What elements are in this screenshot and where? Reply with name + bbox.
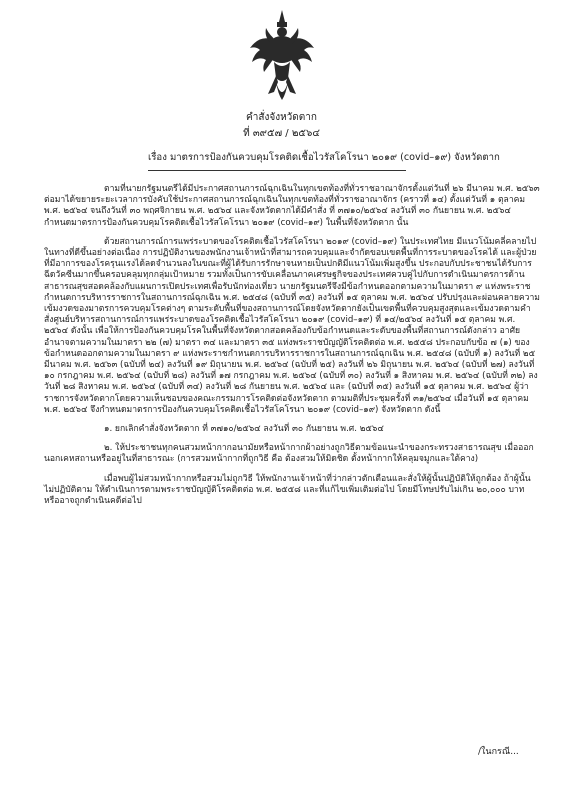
order-item-2-detail: เมื่อพบผู้ไม่สวมหน้ากากหรือสวมไม่ถูกวิธี ให้พนักงานเจ้าหน้าที่ว่ากล่าวตักเตือนและสั่งให้ผู้นั้นปฏิบัติให้ถูกต้อง ถ้าผู้นั้นไม่ปฏิบัติตาม ให้ดำเนินการตามพระราชบัญญัติโรคติดต่อ พ.ศ. ๒๕๕๘ และที่แก้ไขเพิ่มเติมต่อไป โดยมีโทษปรับไม่เกิน ๒๐,๐๐๐ บาท หรืออาจถูกดำเนินคดีต่อไป xyxy=(44,473,531,507)
order-item-2: ๒. ให้ประชาชนทุกคนสวมหน้ากากอนามัยหรือหน้ากากผ้าอย่างถูกวิธีตามข้อแนะนำของกระทรวงสาธารณสุข เมื่อออกนอกเคหสถานหรืออยู่ในที่สาธารณะ (การสวมหน้ากากที่ถูกวิธี คือ ต้องสวมให้มิดชิด ตั้งหน้ากากให้คลุมจมูกและใต้คาง) xyxy=(44,443,534,465)
subject-line xyxy=(148,152,500,164)
garuda-emblem-icon xyxy=(246,8,318,104)
order-item-1: ๑. ยกเลิกคำสั่งจังหวัดตาก ที่ ๓๗๑๐/๒๕๖๔ ลงวันที่ ๓๐ กันยายน พ.ศ. ๒๕๖๔ xyxy=(104,424,384,435)
subject-label: เรื่อง xyxy=(148,152,167,163)
document-number: ที่ ๓๙๕๗ / ๒๕๖๔ xyxy=(243,128,320,139)
document-title: คำสั่งจังหวัดตาก xyxy=(246,112,317,123)
subject-divider xyxy=(148,170,406,171)
paragraph-2: ด้วยสถานการณ์การแพร่ระบาดของโรคติดเชื้อไวรัสโคโรนา ๒๐๑๙ (covid–๑๙) ในประเทศไทย มีแนวโน้มคลี่คลายไปในทางที่ดีขึ้นอย่างต่อเนื่อง การปฏิบัติงานของพนักงานเจ้าหน้าที่สามารถควบคุมและจำกัดขอบเขตพื้นที่การระบาดของโรคได้ และผู้ป่วยที่มีอาการของโรครุนแรงได้ลดจำนวนลงในขณะที่ผู้ได้รับการรักษาจนหายเป็นปกติมีแนวโน้มเพิ่มสูงขึ้น ประกอบกับประชาชนได้รับการฉีดวัคซีนมากขึ้นครอบคลุมทุกกลุ่มเป้าหมาย รวมทั้งเป็นการขับเคลื่อนภาคเศรษฐกิจของประเทศควบคู่ไปกับการดำเนินมาตรการด้านสาธารณสุขสอดคล้องกับแผนการเปิดประเทศเพื่อรับนักท่องเที่ยว นายกรัฐมนตรีจึงมีข้อกำหนดออกตามความในมาตรา ๙ แห่งพระราชกำหนดการบริหารราชการในสถานการณ์ฉุกเฉิน พ.ศ. ๒๕๔๘ (ฉบับที่ ๓๕) ลงวันที่ ๑๕ ตุลาคม พ.ศ. ๒๕๖๔ ปรับปรุงและผ่อนคลายความเข้มงวดของมาตรการควบคุมโรคต่างๆ ตามระดับพื้นที่ของสถานการณ์โดยจังหวัดตากยังเป็นเขตพื้นที่ควบคุมสูงสุดและเข้มงวดตามคำสั่งศูนย์บริหารสถานการณ์การแพร่ระบาดของโรคติดเชื้อไวรัสโคโรนา ๒๐๑๙ (covid–๑๙) ที่ ๑๔/๒๕๖๔ ลงวันที่ ๑๕ ตุลาคม พ.ศ. ๒๕๖๔ ดังนั้น เพื่อให้การป้องกันควบคุมโรคในพื้นที่จังหวัดตากสอดคล้องกับข้อกำหนดและระดับของพื้นที่สถานการณ์ดังกล่าว อาศัยอำนาจตามความในมาตรา ๒๒ (๗) มาตรา ๓๔ และมาตรา ๓๕ แห่งพระราชบัญญัติโรคติดต่อ พ.ศ. ๒๕๕๘ ประกอบกับข้อ ๗ (๑) ของข้อกำหนดออกตามความในมาตรา ๙ แห่งพระราชกำหนดการบริหารราชการในสถานการณ์ฉุกเฉิน พ.ศ. ๒๕๔๘ (ฉบับที่ ๑) ลงวันที่ ๒๕ มีนาคม พ.ศ. ๒๕๖๓ (ฉบับที่ ๒๔) ลงวันที่ ๑๙ มิถุนายน พ.ศ. ๒๕๖๔ (ฉบับที่ ๒๕) ลงวันที่ ๒๖ มิถุนายน พ.ศ. ๒๕๖๔ (ฉบับที่ ๒๗) ลงวันที่ ๑๐ กรกฎาคม พ.ศ. ๒๕๖๔ (ฉบับที่ ๒๘) ลงวันที่ ๑๗ กรกฎาคม พ.ศ. ๒๕๖๔ (ฉบับที่ ๓๐) ลงวันที่ ๑ สิงหาคม พ.ศ. ๒๕๖๔ (ฉบับที่ ๓๒) ลงวันที่ ๒๘ สิงหาคม พ.ศ. ๒๕๖๔ (ฉบับที่ ๓๔) ลงวันที่ ๒๘ กันยายน พ.ศ. ๒๕๖๔ และ (ฉบับที่ ๓๕) ลงวันที่ ๑๕ ตุลาคม พ.ศ. ๒๕๖๔ ผู้ว่าราชการจังหวัดตากโดยความเห็นชอบของคณะกรรมการโรคติดต่อจังหวัดตาก ตามมติที่ประชุมครั้งที่ ๓๑/๒๕๖๔ เมื่อวันที่ ๑๕ ตุลาคม พ.ศ. ๒๕๖๔ จึงกำหนดมาตรการป้องกันควบคุมโรคติดเชื้อไวรัสโคโรนา ๒๐๑๙ (covid–๑๙) จังหวัดตาก ดังนี้ xyxy=(44,236,540,415)
paragraph-1: ตามที่นายกรัฐมนตรีได้มีประกาศสถานการณ์ฉุกเฉินในทุกเขตท้องที่ทั่วราชอาณาจักรตั้งแต่วันที่ ๒๖ มีนาคม พ.ศ. ๒๕๖๓ ต่อมาได้ขยายระยะเวลาการบังคับใช้ประกาศสถานการณ์ฉุกเฉินในทุกเขตท้องที่ทั่วราชอาณาจักร (คราวที่ ๑๔) ตั้งแต่วันที่ ๑ ตุลาคม พ.ศ. ๒๕๖๔ จนถึงวันที่ ๓๐ พฤศจิกายน พ.ศ. ๒๕๖๔ และจังหวัดตากได้มีคำสั่ง ที่ ๓๗๑๐/๒๕๖๔ ลงวันที่ ๓๐ กันยายน พ.ศ. ๒๕๖๔ กำหนดมาตรการป้องกันควบคุมโรคติดเชื้อไวรัสโคโรนา ๒๐๑๙ (covid–๑๙) ในพื้นที่จังหวัดตาก นั้น xyxy=(44,184,540,228)
subject-text: มาตรการป้องกันควบคุมโรคติดเชื้อไวรัสโคโรนา ๒๐๑๙ (covid–๑๙) จังหวัดตาก xyxy=(169,152,500,163)
document-body xyxy=(44,184,540,515)
continued-marker: /ในกรณี... xyxy=(478,747,519,757)
